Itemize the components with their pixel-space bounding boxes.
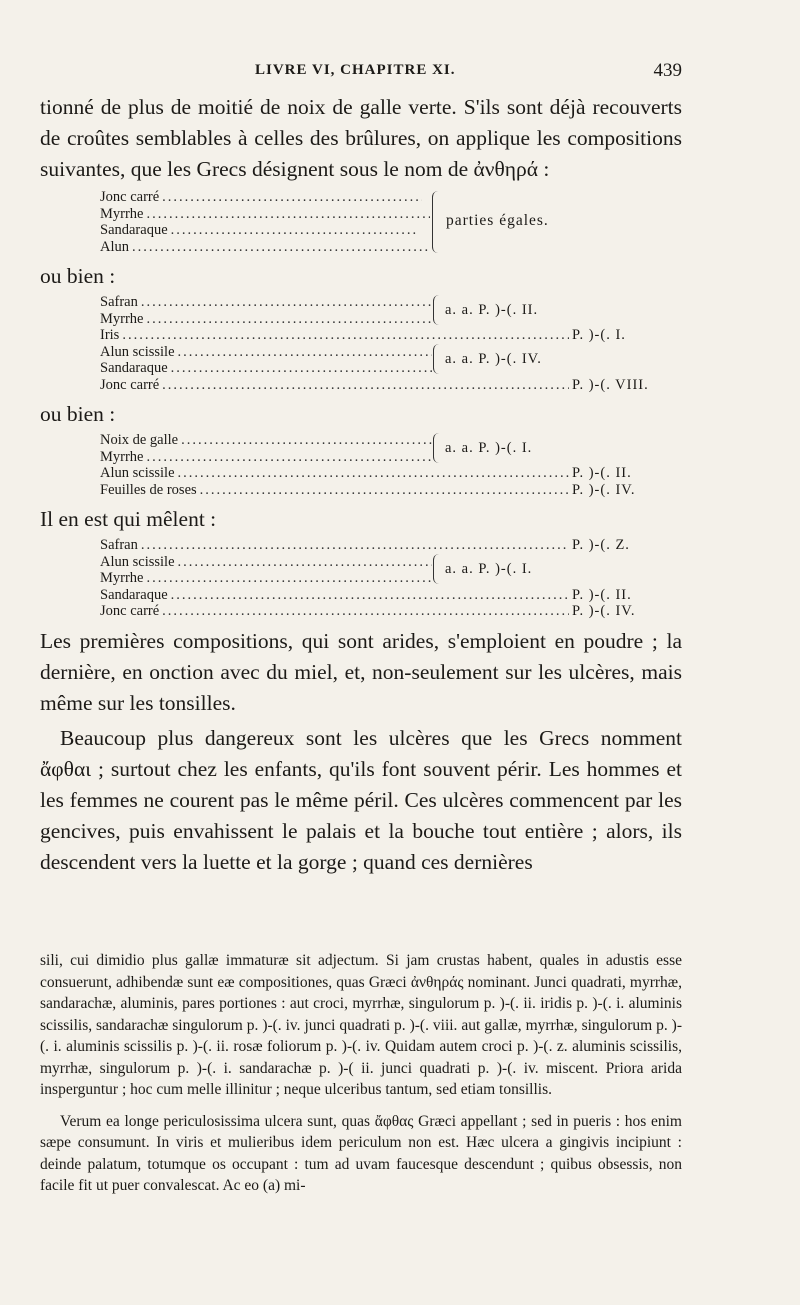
- recipe-3-item: Noix de galle .....: [40, 432, 435, 449]
- recipe-2-item: Safran .....: [40, 294, 435, 311]
- brace: [433, 433, 439, 463]
- page-number: 439: [653, 60, 682, 81]
- recipe-2-item: Sandaraque .....: [40, 360, 435, 377]
- paragraph-1: tionné de plus de moitié de noix de galle verte. S'ils sont déjà recouverts de croûtes semblables à celles des brûlures, on applique les compositions suivantes, que les Grecs désignent sous le nom de ἀνθηρά :: [40, 95, 682, 181]
- paragraph-3: Beaucoup plus dangereux sont les ulcères que les Grecs nomment ἄφθαι ; surtout chez les enfants, qu'ils font souvent périr. Les hommes et les femmes ne courent pas le même péril. Ces ulcères commencent par les gencives, puis envahissent le palais et la bouche tout entière ; alors, ils descendent vers la luette et la gorge ; quand ces dernières: [40, 725, 682, 874]
- recipe-3-item: Alun scissile ..... P. )-(. II.: [40, 465, 682, 482]
- ou-bien-1: ou bien :: [40, 264, 116, 288]
- recipe-1-item: Alun .....: [40, 239, 682, 256]
- group-quantity: a. a. P. )-(. II.: [445, 302, 539, 318]
- recipe-2-item: Iris ..... P. )-(. I.: [40, 327, 682, 344]
- recipe-3-item: Myrrhe .....: [40, 449, 435, 466]
- latin-paragraph-2: Verum ea longe periculosissima ulcera sunt, quas ἄφθας Græci appellant ; sed in pueris : hos enim sæpe consumunt. In viris et mulieribus idem periculum non est. Hæc ulcera a gingivis incipiunt : deinde palatum, totumque os occupant : tum ad uvam faucesque descendunt ; quibus obsessis, non facile fit ut puer convalescat. Ac eo (a) mi-: [40, 1112, 682, 1194]
- recipe-2-item: Jonc carré ..... P. )-(. VIII.: [40, 377, 682, 394]
- recipe-4-item: Safran ..... P. )-(. Z.: [40, 537, 682, 554]
- recipe-2-item: Myrrhe .....: [40, 311, 435, 328]
- latin-paragraph-1: sili, cui dimidio plus gallæ immaturæ sit adjectum. Si jam crustas habent, quales in adustis esse consuerunt, adhibendæ sunt eæ compositiones, quas Græci ἀνθηράς nominant. Junci quadrati, myrrhæ, sandarachæ, aluminis, pares portiones : aut croci, myrrhæ, singulorum p. )-(. ii. iridis p. )-(. i. aluminis scissilis, sandarachæ singulorum p. )-(. iv. junci quadrati p. )-(. viii. aut gallæ, myrrhæ, singulorum p. )-(. i. aluminis scissilis p. )-(. ii. rosæ foliorum p. )-(. iv. Quidam autem croci p. )-(. z. aluminis scissilis, myrrhæ, singulorum p. )-(. i. sandarachæ p. )-( ii. junci quadrati p. )-(. iv. miscent. Priora arida insperguntur ; hoc cum melle illinitur ; neque ulceribus tantum, sed etiam tonsillis.: [40, 952, 682, 1098]
- group-quantity: a. a. P. )-(. I.: [445, 561, 533, 577]
- recipe-4-item: Sandaraque ..... P. )-(. II.: [40, 587, 682, 604]
- recipe-2-item: Alun scissile .....: [40, 344, 435, 361]
- brace: [432, 191, 438, 253]
- paragraph-2: Les premières compositions, qui sont arides, s'emploient en poudre ; la dernière, en onction avec du miel, et, non-seulement sur les ulcères, mais même sur les tonsilles.: [40, 628, 682, 715]
- recipe-1-item: Jonc carré .....: [40, 189, 682, 206]
- recipe-1-item: Sandaraque .....: [40, 222, 682, 239]
- recipe-4-item: Myrrhe .....: [40, 570, 435, 587]
- group-quantity: a. a. P. )-(. IV.: [445, 351, 542, 367]
- recipe-2: [40, 294, 682, 393]
- recipe-1: [40, 189, 682, 255]
- recipe-1-item: Myrrhe .....: [40, 206, 682, 223]
- brace: [433, 344, 439, 374]
- latin-text: [40, 950, 682, 1197]
- recipe-4-item: Alun scissile .....: [40, 554, 435, 571]
- il-en-est: Il en est qui mêlent :: [40, 507, 217, 531]
- recipe-4-item: Jonc carré ..... P. )-(. IV.: [40, 603, 682, 620]
- ou-bien-2: ou bien :: [40, 402, 116, 426]
- running-title: LIVRE VI, CHAPITRE XI.: [255, 62, 456, 78]
- main-text: [40, 92, 682, 878]
- brace: [433, 295, 439, 325]
- group-quantity: parties égales.: [446, 212, 549, 229]
- page-header: [40, 60, 690, 86]
- brace: [433, 554, 439, 584]
- recipe-3: [40, 432, 682, 498]
- group-quantity: a. a. P. )-(. I.: [445, 440, 533, 456]
- recipe-3-item: Feuilles de roses ..... P. )-(. IV.: [40, 482, 682, 499]
- recipe-4: [40, 537, 682, 620]
